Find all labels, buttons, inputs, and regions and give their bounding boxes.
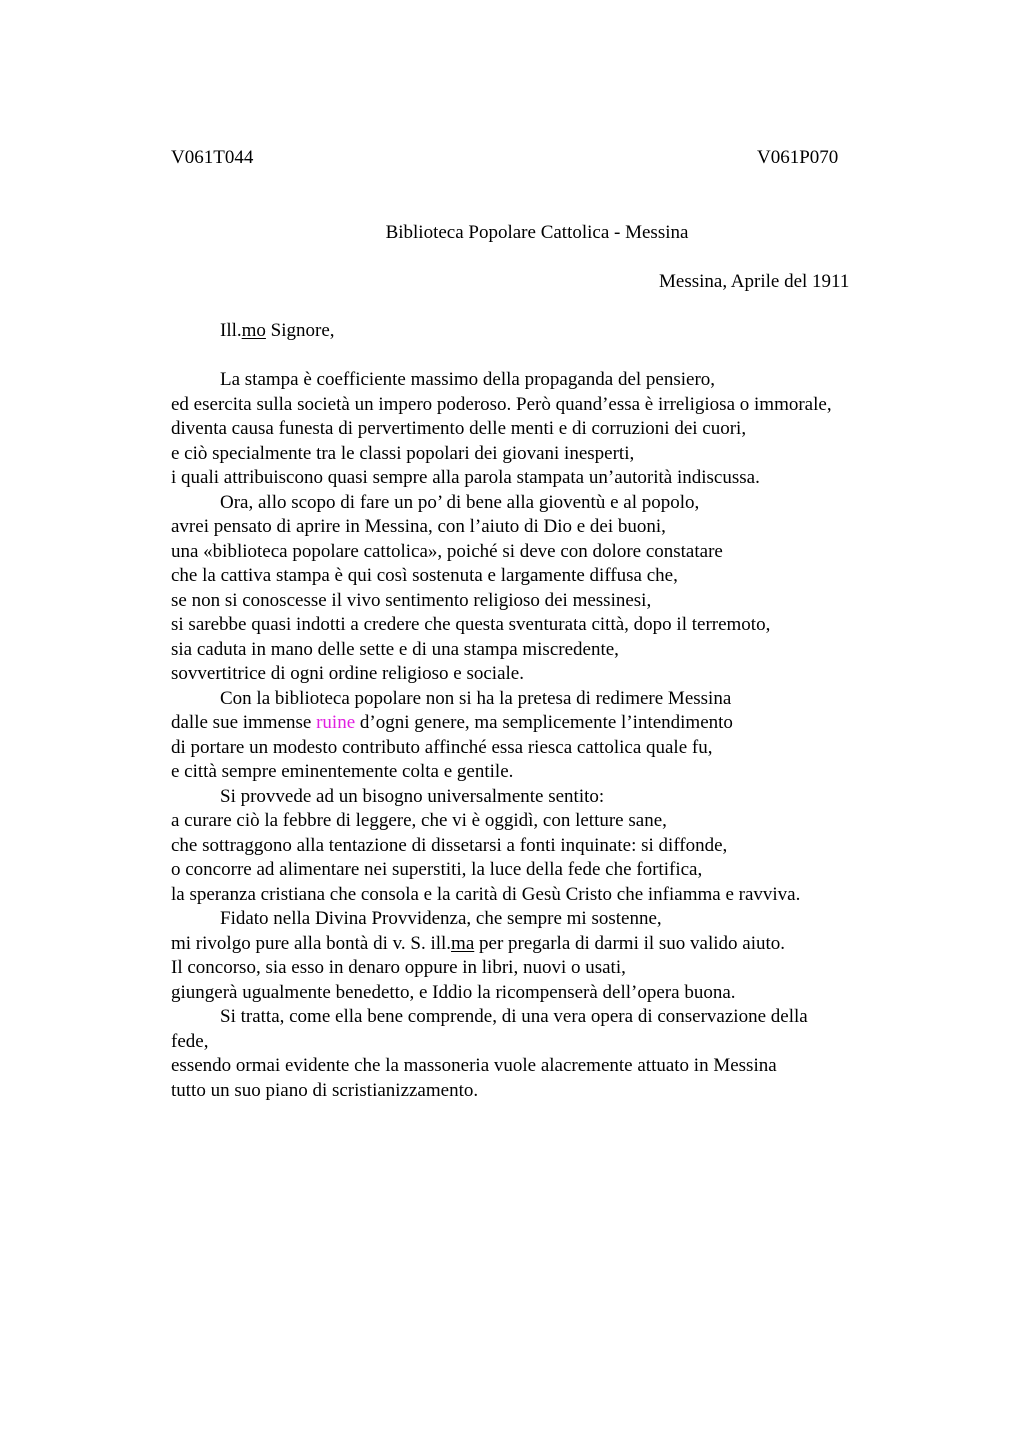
body-line: a curare ciò la febbre di leggere, che vi è oggidì, con letture sane, — [171, 810, 667, 831]
body-line: i quali attribuiscono quasi sempre alla parola stampata un’autorità indiscussa. — [171, 467, 760, 488]
document-code-left: V061T044 — [171, 147, 254, 168]
salutation — [220, 320, 335, 342]
body-line: che sottraggono alla tentazione di dissetarsi a fonti inquinate: si diffonde, — [171, 834, 728, 856]
body-line: sia caduta in mano delle sette e di una stampa miscredente, — [171, 638, 619, 660]
body-line: Fidato nella Divina Provvidenza, che sempre mi sostenne, — [220, 908, 662, 929]
body-line: o concorre ad alimentare nei superstiti, la luce della fede che fortifica, — [171, 859, 703, 880]
body-line: la speranza cristiana che consola e la carità di Gesù Cristo che infiamma e ravviva. — [171, 883, 801, 905]
letter-body — [171, 368, 911, 1103]
body-line: La stampa è coefficiente massimo della propaganda del pensiero, — [220, 369, 716, 390]
body-text-segment: mi rivolgo pure alla bontà di v. S. ill. — [171, 932, 452, 954]
body-line: se non si conoscesse il vivo sentimento religioso dei messinesi, — [171, 589, 652, 611]
body-line: essendo ormai evidente che la massoneria vuole alacremente attuato in Messina — [171, 1055, 777, 1076]
body-text-segment: d’ogni genere, ma semplicemente l’intendimento — [355, 712, 733, 733]
body-line: Si provvede ad un bisogno universalmente sentito: — [220, 785, 605, 807]
body-line: che la cattiva stampa è qui così sostenuta e largamente diffusa che, — [171, 565, 678, 586]
body-line: Si tratta, come ella bene comprende, di una vera opera di conservazione della — [220, 1006, 808, 1027]
salutation-prefix: Ill. — [220, 320, 242, 341]
body-line — [171, 932, 911, 957]
body-line: una «biblioteca popolare cattolica», poiché si deve con dolore constatare — [171, 540, 723, 562]
body-line: di portare un modesto contributo affinché essa riesca cattolica quale fu, — [171, 736, 713, 758]
highlighted-word: ruine — [316, 712, 356, 733]
body-line: sovvertitrice di ogni ordine religioso e sociale. — [171, 663, 524, 684]
body-line: si sarebbe quasi indotti a credere che questa sventurata città, dopo il terremoto, — [171, 614, 771, 635]
body-line: ed esercita sulla società un impero poderoso. Però quand’essa è irreligiosa o immorale, — [171, 393, 832, 415]
body-line: diventa causa funesta di pervertimento delle menti e di corruzioni dei cuori, — [171, 418, 747, 439]
underlined-abbrev: ma — [451, 932, 475, 954]
body-line: Con la biblioteca popolare non si ha la pretesa di redimere Messina — [220, 687, 732, 709]
body-line: e ciò specialmente tra le classi popolari dei giovani inesperti, — [171, 442, 635, 464]
body-line — [171, 711, 911, 736]
body-line: giungerà ugualmente benedetto, e Iddio la ricompenserà dell’opera buona. — [171, 981, 736, 1003]
letterhead-title: Biblioteca Popolare Cattolica - Messina — [385, 222, 689, 243]
body-line: Ora, allo scopo di fare un po’ di bene alla gioventù e al popolo, — [220, 491, 700, 513]
body-text-segment: per pregarla di darmi il suo valido aiuto. — [474, 932, 786, 954]
body-line: tutto un suo piano di scristianizzamento. — [171, 1079, 479, 1101]
salutation-abbrev: mo — [241, 320, 266, 341]
body-line: avrei pensato di aprire in Messina, con l’aiuto di Dio e dei buoni, — [171, 516, 666, 537]
dateline: Messina, Aprile del 1911 — [659, 271, 850, 292]
body-line: fede, — [171, 1030, 209, 1052]
body-line: Il concorso, sia esso in denaro oppure in libri, nuovi o usati, — [171, 957, 626, 978]
document-code-right: V061P070 — [757, 147, 839, 168]
salutation-suffix: Signore, — [265, 320, 335, 341]
body-text-segment: dalle sue immense — [171, 712, 317, 733]
body-line: e città sempre eminentemente colta e gentile. — [171, 761, 514, 782]
